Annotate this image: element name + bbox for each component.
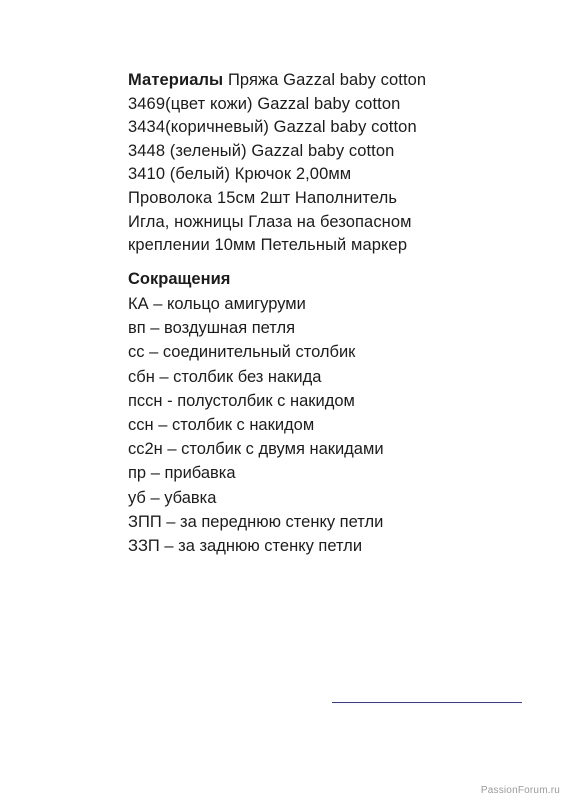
abbreviation-item: пссн - полустолбик с накидом — [128, 391, 355, 410]
abbreviation-item: пр – прибавка — [128, 464, 236, 483]
footer-divider — [332, 702, 522, 703]
materials-line — [128, 69, 548, 93]
materials-section — [128, 69, 548, 258]
abbreviation-item: сс – соединительный столбик — [128, 343, 356, 362]
materials-line: 3410 (белый) Крючок 2,00мм — [128, 165, 352, 184]
materials-line: Проволока 15см 2шт Наполнитель — [128, 188, 398, 207]
abbreviation-item: уб – убавка — [128, 488, 217, 507]
abbreviation-item: сбн – столбик без накида — [128, 367, 322, 386]
materials-line: 3434(коричневый) Gazzal baby cotton — [128, 118, 417, 137]
abbreviations-list — [128, 292, 384, 558]
materials-line: 3469(цвет кожи) Gazzal baby cotton — [128, 94, 401, 113]
abbreviations-heading: Сокращения — [128, 270, 231, 288]
materials-line: креплении 10мм Петельный маркер — [128, 236, 408, 255]
abbreviation-item: ЗПП – за переднюю стенку петли — [128, 512, 384, 531]
materials-line: Игла, ножницы Глаза на безопасном — [128, 212, 412, 231]
abbreviation-item: сс2н – столбик с двумя накидами — [128, 440, 384, 459]
materials-text: Пряжа Gazzal baby cotton — [227, 71, 427, 89]
materials-heading: Материалы — [128, 71, 224, 89]
abbreviation-item: ЗЗП – за заднюю стенку петли — [128, 537, 363, 556]
abbreviation-item: вп – воздушная петля — [128, 319, 296, 338]
materials-line: 3448 (зеленый) Gazzal baby cotton — [128, 141, 395, 160]
abbreviation-item: ссн – столбик с накидом — [128, 416, 315, 435]
abbreviation-item: КА – кольцо амигуруми — [128, 295, 306, 313]
watermark: PassionForum.ru — [480, 785, 560, 796]
